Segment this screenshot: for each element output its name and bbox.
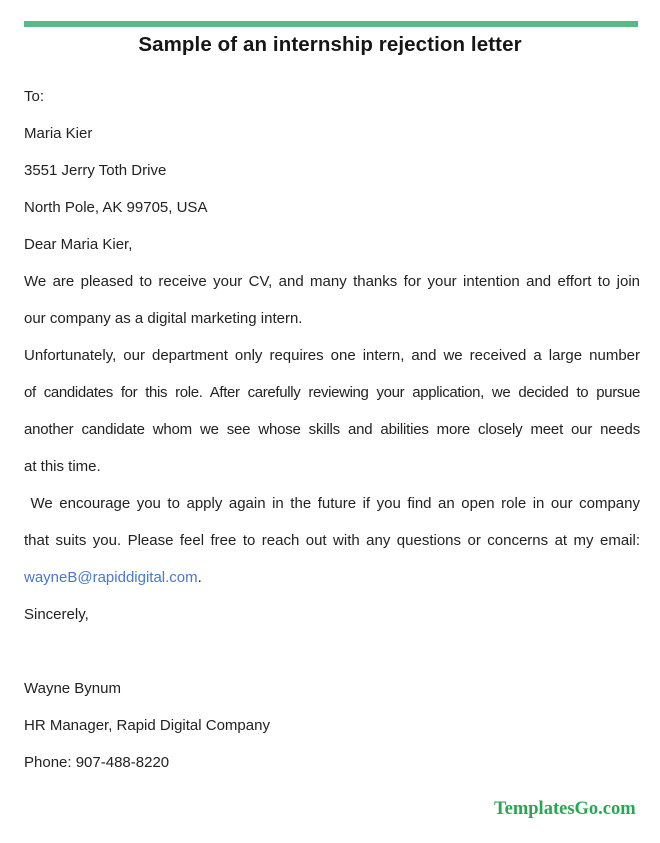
signer-name: Wayne Bynum xyxy=(24,680,121,697)
paragraph-line: that suits you. Please feel free to reach out with any questions or concerns at my email: xyxy=(24,532,640,549)
paragraph-1 xyxy=(24,263,640,337)
paragraph-line: at this time. xyxy=(24,458,101,475)
signature-spacer xyxy=(24,633,640,670)
email-line xyxy=(24,559,640,596)
document-title: Sample of an internship rejection letter xyxy=(138,33,522,56)
closing: Sincerely, xyxy=(24,606,89,623)
salutation: Dear Maria Kier, xyxy=(24,236,133,253)
brand-watermark: TemplatesGo.com xyxy=(494,799,636,819)
paragraph-line: We encourage you to apply again in the future if you find an open role in our company xyxy=(24,495,640,512)
recipient-city: North Pole, AK 99705, USA xyxy=(24,199,208,216)
recipient-street: 3551 Jerry Toth Drive xyxy=(24,162,167,179)
paragraph-2 xyxy=(24,337,640,485)
accent-divider-bar xyxy=(24,21,638,27)
paragraph-3 xyxy=(24,485,640,596)
paragraph-line: We are pleased to receive your CV, and many thanks for your intention and effort to join xyxy=(24,273,640,290)
email-suffix: . xyxy=(197,569,202,586)
letter-body xyxy=(24,78,640,781)
paragraph-line: our company as a digital marketing intern. xyxy=(24,310,303,327)
recipient-name: Maria Kier xyxy=(24,125,93,142)
paragraph-line: Unfortunately, our department only requires one intern, and we received a large number xyxy=(24,347,640,364)
email-link[interactable]: wayneB@rapiddigital.com xyxy=(24,569,198,586)
to-label: To: xyxy=(24,88,45,105)
signer-title: HR Manager, Rapid Digital Company xyxy=(24,717,270,734)
paragraph-line: another candidate whom we see whose skills and abilities more closely meet our needs xyxy=(24,421,640,438)
paragraph-line: of candidates for this role. After carefully reviewing your application, we decided to pursue xyxy=(24,384,640,401)
signer-phone: Phone: 907-488-8220 xyxy=(24,754,170,771)
